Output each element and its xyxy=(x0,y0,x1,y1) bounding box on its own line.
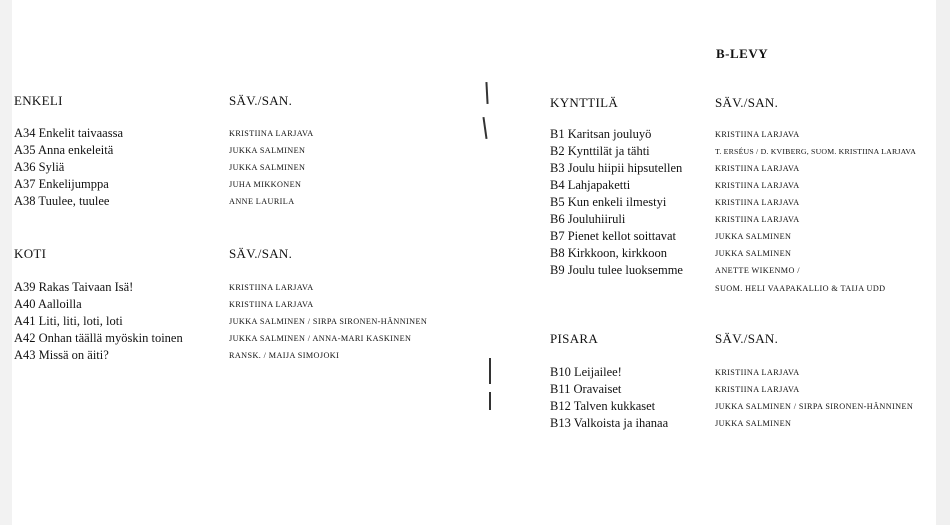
track-title: A34 Enkelit taivaassa xyxy=(14,126,123,140)
track-credit: ANNE LAURILA xyxy=(229,197,295,206)
track-title: A39 Rakas Taivaan Isä! xyxy=(14,280,134,294)
track-title: A37 Enkelijumppa xyxy=(14,177,109,191)
track-credit: JUKKA SALMINEN xyxy=(715,232,792,241)
track-credit: JUKKA SALMINEN / ANNA-MARI KASKINEN xyxy=(229,334,412,343)
track-title: A43 Missä on äiti? xyxy=(14,348,109,362)
track-title: B9 Joulu tulee luoksemme xyxy=(550,263,683,277)
track-credit: ANETTE WIKENMO / xyxy=(715,266,800,275)
track-title: B2 Kynttilät ja tähti xyxy=(550,144,650,158)
page-edge-right xyxy=(936,0,950,525)
credit-heading: SÄV./SAN. xyxy=(229,93,293,108)
track-credit: KRISTIINA LARJAVA xyxy=(715,198,800,207)
section-heading: ENKELI xyxy=(14,93,63,108)
track-title: A42 Onhan täällä myöskin toinen xyxy=(14,331,183,345)
section-heading: PISARA xyxy=(550,331,599,346)
track-credit: JUHA MIKKONEN xyxy=(229,180,302,189)
credit-heading: SÄV./SAN. xyxy=(715,95,779,110)
track-credit: T. ERSÉUS / D. KVIBERG, SUOM. KRISTIINA LARJAVA xyxy=(715,147,917,156)
track-title: B6 Jouluhiiruli xyxy=(550,212,626,226)
track-title: A40 Aalloilla xyxy=(14,297,82,311)
credit-heading: SÄV./SAN. xyxy=(229,246,293,261)
track-credit: KRISTIINA LARJAVA xyxy=(715,215,800,224)
track-credit: KRISTIINA LARJAVA xyxy=(715,181,800,190)
track-title: B11 Oravaiset xyxy=(550,382,622,396)
track-credit-continuation: SUOM. HELI VAAPAKALLIO & TAIJA UDD xyxy=(715,284,886,293)
page-edge-left xyxy=(0,0,12,525)
track-title: B12 Talven kukkaset xyxy=(550,399,656,413)
track-title: B10 Leijailee! xyxy=(550,365,622,379)
fold-mark xyxy=(489,358,491,384)
disc-b-title: B-LEVY xyxy=(716,46,769,61)
credit-heading: SÄV./SAN. xyxy=(715,331,779,346)
track-credit: KRISTIINA LARJAVA xyxy=(229,283,314,292)
track-credit: JUKKA SALMINEN xyxy=(715,249,792,258)
track-title: B1 Karitsan jouluyö xyxy=(550,127,652,141)
track-title: B3 Joulu hiipii hipsutellen xyxy=(550,161,683,175)
track-credit: KRISTIINA LARJAVA xyxy=(229,300,314,309)
track-credit: JUKKA SALMINEN xyxy=(229,163,306,172)
track-credit: JUKKA SALMINEN xyxy=(715,419,792,428)
fold-mark xyxy=(482,117,487,139)
fold-mark xyxy=(489,392,491,410)
track-credit: JUKKA SALMINEN / SIRPA SIRONEN-HÄNNINEN xyxy=(229,317,428,326)
section-heading: KOTI xyxy=(14,246,47,261)
track-title: A36 Syliä xyxy=(14,160,65,174)
track-title: A41 Liti, liti, loti, loti xyxy=(14,314,123,328)
track-credit: KRISTIINA LARJAVA xyxy=(715,164,800,173)
track-title: B5 Kun enkeli ilmestyi xyxy=(550,195,667,209)
section-heading: KYNTTILÄ xyxy=(550,95,619,110)
track-title: A35 Anna enkeleitä xyxy=(14,143,114,157)
track-credit: KRISTIINA LARJAVA xyxy=(715,385,800,394)
track-credit: RANSK. / MAIJA SIMOJOKI xyxy=(229,351,340,360)
track-title: A38 Tuulee, tuulee xyxy=(14,194,110,208)
track-credit: KRISTIINA LARJAVA xyxy=(715,368,800,377)
track-title: B7 Pienet kellot soittavat xyxy=(550,229,677,243)
track-title: B13 Valkoista ja ihanaa xyxy=(550,416,669,430)
fold-mark xyxy=(485,82,488,104)
track-title: B8 Kirkkoon, kirkkoon xyxy=(550,246,668,260)
track-credit: JUKKA SALMINEN / SIRPA SIRONEN-HÄNNINEN xyxy=(715,402,914,411)
track-title: B4 Lahjapaketti xyxy=(550,178,631,192)
track-credit: KRISTIINA LARJAVA xyxy=(229,129,314,138)
track-credit: KRISTIINA LARJAVA xyxy=(715,130,800,139)
track-credit: JUKKA SALMINEN xyxy=(229,146,306,155)
